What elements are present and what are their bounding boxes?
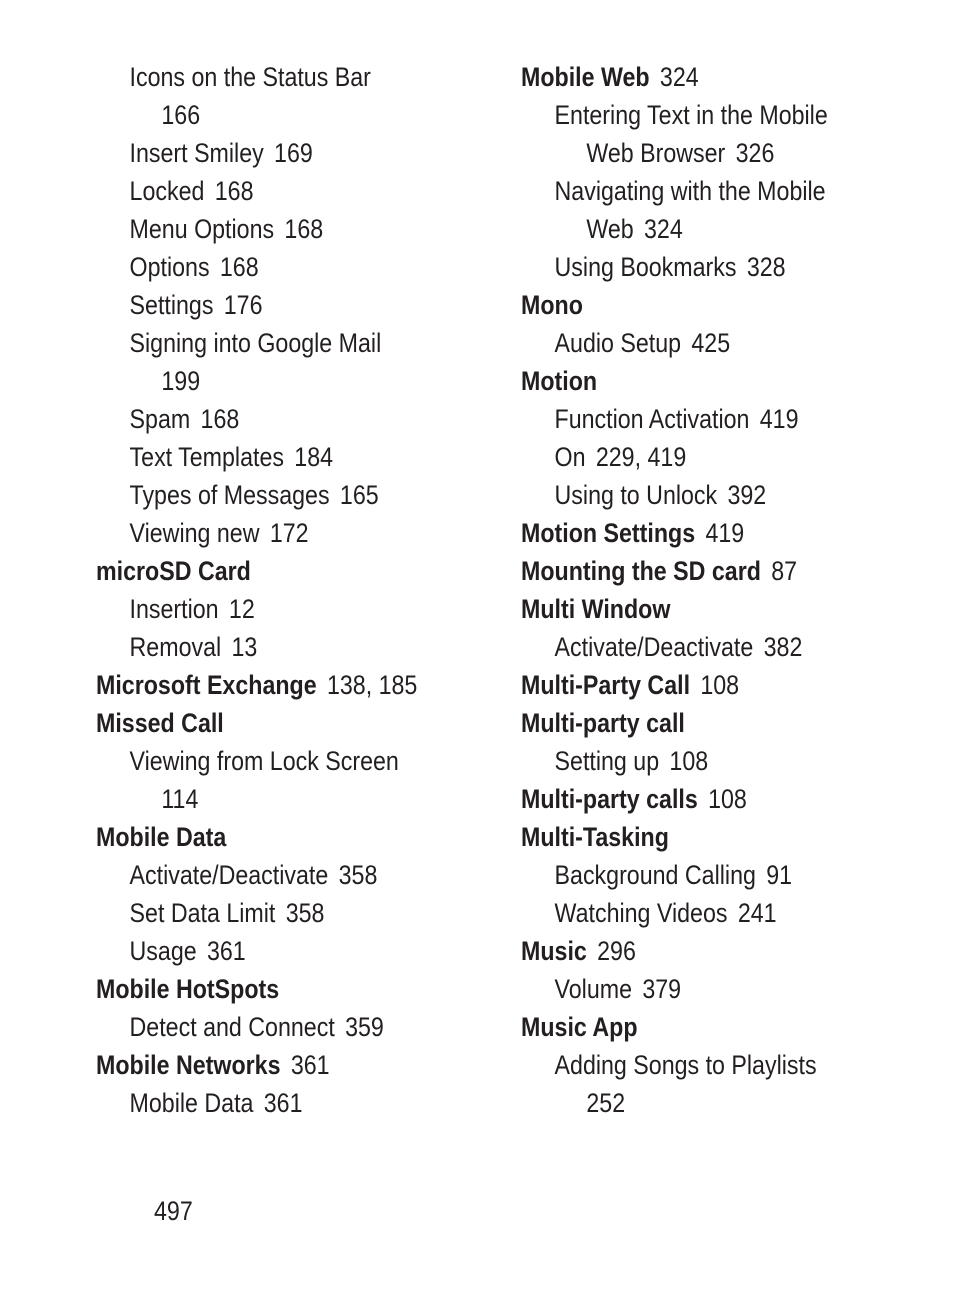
entry-text: Mobile Data <box>129 1088 254 1118</box>
index-subentry <box>521 1046 882 1084</box>
index-term <box>521 362 882 400</box>
page-reference: 419 <box>705 518 745 548</box>
entry-text: Removal <box>129 632 222 662</box>
index-term <box>521 780 882 818</box>
page-reference: 324 <box>659 62 699 92</box>
index-subentry <box>521 856 882 894</box>
entry-text: Multi-Tasking <box>521 822 669 852</box>
index-subentry <box>521 476 882 514</box>
entry-text: Music <box>521 936 587 966</box>
entry-text: Multi Window <box>521 594 671 624</box>
page-reference: 361 <box>263 1088 303 1118</box>
index-term <box>521 704 882 742</box>
index-term <box>96 1046 440 1084</box>
entry-text: Icons on the Status Bar <box>129 62 371 92</box>
index-subentry <box>96 172 440 210</box>
entry-text: Volume <box>554 974 632 1004</box>
entry-text: Insert Smiley <box>129 138 264 168</box>
entry-text: Locked <box>129 176 205 206</box>
page-reference: 13 <box>231 632 258 662</box>
entry-text: Watching Videos <box>554 898 728 928</box>
page-reference: 176 <box>223 290 263 320</box>
index-continuation <box>96 96 440 134</box>
entry-text: Web Browser <box>586 138 726 168</box>
page-reference: 108 <box>708 784 747 814</box>
entry-text: Mono <box>521 290 583 320</box>
entry-text: Viewing from Lock Screen <box>129 746 399 776</box>
index-term <box>521 1008 882 1046</box>
page-reference: 359 <box>345 1012 384 1042</box>
page-reference: 168 <box>284 214 324 244</box>
entry-text: Settings <box>129 290 214 320</box>
index-continuation <box>96 362 440 400</box>
index-subentry <box>96 134 440 172</box>
page-reference: 324 <box>644 214 683 244</box>
index-subentry <box>521 742 882 780</box>
entry-text: Spam <box>129 404 191 434</box>
page-reference: 229, 419 <box>595 442 687 472</box>
entry-text: Mobile Networks <box>96 1050 281 1080</box>
entry-text: Setting up <box>554 746 660 776</box>
entry-text: Multi-party calls <box>521 784 698 814</box>
index-term <box>96 666 440 704</box>
index-subentry <box>96 286 440 324</box>
entry-text: Activate/Deactivate <box>129 860 329 890</box>
page-reference: 12 <box>228 594 255 624</box>
page-reference: 361 <box>206 936 246 966</box>
index-subentry <box>96 248 440 286</box>
entry-text: Web <box>586 214 634 244</box>
index-subentry <box>521 400 882 438</box>
page-reference: 138, 185 <box>326 670 418 700</box>
entry-text: Motion <box>521 366 598 396</box>
index-subentry <box>96 514 440 552</box>
entry-text: Microsoft Exchange <box>96 670 317 700</box>
page-reference: 382 <box>763 632 803 662</box>
index-continuation <box>521 210 882 248</box>
index-subentry <box>96 324 440 362</box>
page-reference: 326 <box>735 138 775 168</box>
entry-text: On <box>554 442 586 472</box>
page-reference: 379 <box>642 974 682 1004</box>
page-number: 497 <box>154 1196 193 1226</box>
index-subentry <box>521 96 882 134</box>
entry-text: Mobile HotSpots <box>96 974 280 1004</box>
index-term <box>521 514 882 552</box>
entry-text: Menu Options <box>129 214 275 244</box>
entry-text: Viewing new <box>129 518 260 548</box>
page-reference: 392 <box>727 480 767 510</box>
index-term <box>521 552 882 590</box>
page-reference: 419 <box>759 404 799 434</box>
index-term <box>521 286 882 324</box>
index-subentry <box>521 172 882 210</box>
page-reference: 168 <box>219 252 259 282</box>
index-subentry <box>521 628 882 666</box>
page-reference: 87 <box>771 556 798 586</box>
page-reference: 91 <box>766 860 793 890</box>
page-reference: 252 <box>586 1088 626 1118</box>
entry-text: microSD Card <box>96 556 251 586</box>
index-term <box>96 970 440 1008</box>
entry-text: Set Data Limit <box>129 898 276 928</box>
index-subentry <box>96 856 440 894</box>
index-term <box>521 58 882 96</box>
page-reference: 328 <box>746 252 786 282</box>
index-continuation <box>96 780 440 818</box>
entry-text: Entering Text in the Mobile <box>554 100 828 130</box>
index-term <box>96 818 440 856</box>
entry-text: Options <box>129 252 210 282</box>
index-column-left <box>96 58 496 1122</box>
entry-text: Using Bookmarks <box>554 252 737 282</box>
entry-text: Insertion <box>129 594 219 624</box>
index-subentry <box>96 628 440 666</box>
entry-text: Signing into Google Mail <box>129 328 382 358</box>
page-reference: 165 <box>339 480 379 510</box>
entry-text: Motion Settings <box>521 518 696 548</box>
index-continuation <box>521 1084 882 1122</box>
page-reference: 358 <box>338 860 378 890</box>
index-subentry <box>96 438 440 476</box>
entry-text: Audio Setup <box>554 328 682 358</box>
entry-text: Navigating with the Mobile <box>554 176 826 206</box>
entry-text: Activate/Deactivate <box>554 632 754 662</box>
entry-text: Mobile Data <box>96 822 227 852</box>
entry-text: Usage <box>129 936 197 966</box>
index-subentry <box>521 970 882 1008</box>
page-reference: 296 <box>597 936 636 966</box>
entry-text: Mobile Web <box>521 62 650 92</box>
index-subentry <box>96 1008 440 1046</box>
page-reference: 169 <box>274 138 313 168</box>
index-subentry <box>96 58 440 96</box>
entry-text: Multi-party call <box>521 708 685 738</box>
index-subentry <box>96 1084 440 1122</box>
index-term <box>521 590 882 628</box>
index-term <box>521 818 882 856</box>
page-reference: 172 <box>269 518 309 548</box>
page-reference: 358 <box>285 898 325 928</box>
entry-text: Missed Call <box>96 708 224 738</box>
entry-text: Function Activation <box>554 404 750 434</box>
entry-text: Text Templates <box>129 442 284 472</box>
index-subentry <box>521 438 882 476</box>
index-term <box>521 932 882 970</box>
index-subentry <box>96 742 440 780</box>
entry-text: Mounting the SD card <box>521 556 761 586</box>
page-reference: 108 <box>700 670 740 700</box>
entry-text: Music App <box>521 1012 638 1042</box>
index-continuation <box>521 134 882 172</box>
entry-text: Types of Messages <box>129 480 330 510</box>
index-term <box>96 704 440 742</box>
index-subentry <box>96 476 440 514</box>
page-reference: 114 <box>161 784 199 814</box>
index-subentry <box>96 590 440 628</box>
page-reference: 241 <box>737 898 777 928</box>
index-term <box>521 666 882 704</box>
index-subentry <box>521 894 882 932</box>
index-subentry <box>96 932 440 970</box>
page-reference: 108 <box>669 746 709 776</box>
page-reference: 425 <box>691 328 731 358</box>
index-subentry <box>96 400 440 438</box>
index-subentry <box>96 894 440 932</box>
entry-text: Adding Songs to Playlists <box>554 1050 817 1080</box>
entry-text: Background Calling <box>554 860 756 890</box>
index-subentry <box>521 324 882 362</box>
page-reference: 166 <box>161 100 201 130</box>
entry-text: Multi-Party Call <box>521 670 691 700</box>
page-reference: 168 <box>200 404 240 434</box>
page-reference: 168 <box>214 176 254 206</box>
index-subentry <box>96 210 440 248</box>
entry-text: Detect and Connect <box>129 1012 335 1042</box>
page-reference: 361 <box>290 1050 330 1080</box>
entry-text: Using to Unlock <box>554 480 718 510</box>
index-term <box>96 552 440 590</box>
index-column-right <box>521 58 941 1122</box>
page-reference: 199 <box>161 366 201 396</box>
page-reference: 184 <box>294 442 334 472</box>
index-subentry <box>521 248 882 286</box>
